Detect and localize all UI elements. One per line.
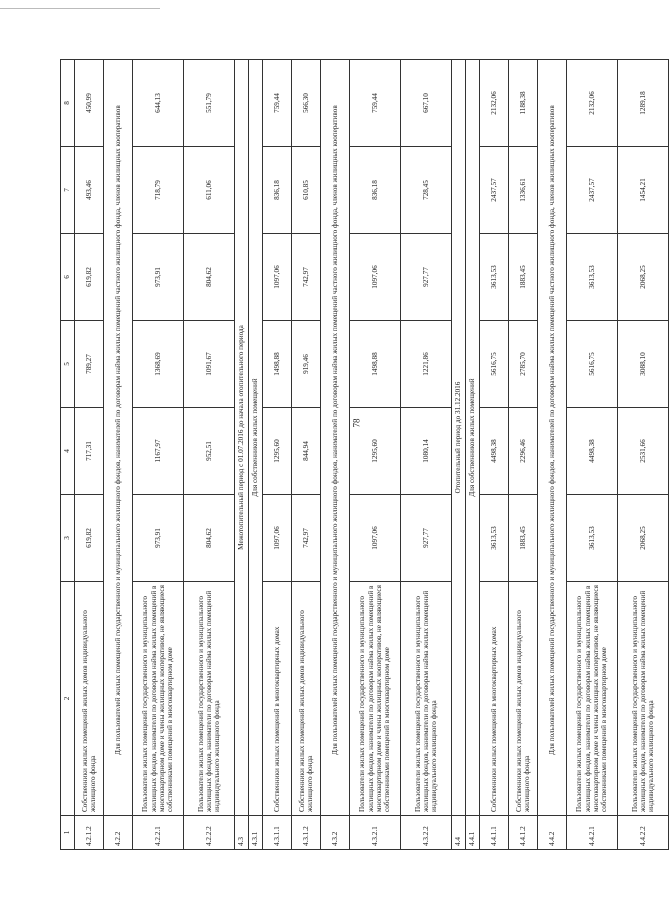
- value-cell: 844,94: [292, 408, 321, 495]
- value-cell: 718,79: [133, 147, 184, 234]
- value-cell: 551,79: [184, 60, 235, 147]
- value-cell: 717,31: [75, 408, 104, 495]
- column-header: 2: [61, 582, 75, 816]
- value-cell: 5616,75: [480, 321, 509, 408]
- value-cell: 1883,45: [509, 495, 538, 582]
- value-cell: 742,97: [292, 234, 321, 321]
- value-cell: 4498,38: [480, 408, 509, 495]
- value-cell: 2437,57: [480, 147, 509, 234]
- value-cell: 1097,06: [263, 495, 292, 582]
- value-cell: 644,13: [133, 60, 184, 147]
- value-cell: 2785,70: [509, 321, 538, 408]
- row-code: 4.4.2.2: [618, 816, 669, 850]
- value-cell: 2068,25: [618, 495, 669, 582]
- row-code: 4.3.2: [321, 816, 350, 850]
- value-cell: 742,97: [292, 495, 321, 582]
- table-row: [75, 60, 104, 850]
- value-cell: 1295,60: [350, 408, 401, 495]
- row-description: Собственники жилых помещений жилых домов индивидуального жилищного фонда: [509, 582, 538, 816]
- value-cell: 1097,06: [350, 234, 401, 321]
- section-heading: Для пользователей жилых помещений государственного и муниципального жилищного фондов, нанимателей по договорам найма жилых помещений частного жилищного фонда, членов жилищных кооперативов: [104, 60, 133, 816]
- section-row: [235, 60, 249, 850]
- value-cell: 3613,53: [567, 495, 618, 582]
- value-cell: 973,91: [133, 234, 184, 321]
- value-cell: 1188,38: [509, 60, 538, 147]
- scan-top-rule: [0, 0, 160, 9]
- value-cell: 728,45: [401, 147, 452, 234]
- value-cell: 2132,06: [567, 60, 618, 147]
- value-cell: 1091,67: [184, 321, 235, 408]
- header-row: [61, 60, 75, 850]
- value-cell: 2132,06: [480, 60, 509, 147]
- value-cell: 3613,53: [567, 234, 618, 321]
- row-code: 4.4.2.1: [567, 816, 618, 850]
- value-cell: 1097,06: [350, 495, 401, 582]
- value-cell: 3613,53: [480, 234, 509, 321]
- value-cell: 610,85: [292, 147, 321, 234]
- row-code: 4.2.2.2: [184, 816, 235, 850]
- row-description: Собственники жилых помещений жилых домов индивидуального жилищного фонда: [292, 582, 321, 816]
- value-cell: 2531,66: [618, 408, 669, 495]
- column-header: 3: [61, 495, 75, 582]
- row-code: 4.4: [452, 816, 466, 850]
- section-row: [466, 60, 480, 850]
- value-cell: 1883,45: [509, 234, 538, 321]
- value-cell: 1167,97: [133, 408, 184, 495]
- row-code: 4.3.2.2: [401, 816, 452, 850]
- page-number: 78: [351, 418, 362, 428]
- row-code: 4.4.2: [538, 816, 567, 850]
- value-cell: 789,27: [75, 321, 104, 408]
- value-cell: 927,77: [401, 495, 452, 582]
- value-cell: 1289,18: [618, 60, 669, 147]
- section-row: [452, 60, 466, 850]
- value-cell: 1368,69: [133, 321, 184, 408]
- row-description: Пользователи жилых помещений государственного и муниципального жилищных фондов, наниматели по договорам найма жилых помещений в многоквартирном доме и члены жилищных кооперативов, не являющиеся собственниками помещений в многоквартирном доме: [133, 582, 184, 816]
- column-header: 8: [61, 60, 75, 147]
- value-cell: 3613,53: [480, 495, 509, 582]
- value-cell: 919,46: [292, 321, 321, 408]
- value-cell: 566,30: [292, 60, 321, 147]
- table-row: [350, 60, 401, 850]
- value-cell: 836,18: [350, 147, 401, 234]
- value-cell: 3088,10: [618, 321, 669, 408]
- value-cell: 2068,25: [618, 234, 669, 321]
- column-header: 5: [61, 321, 75, 408]
- value-cell: 927,77: [401, 234, 452, 321]
- section-heading: Для пользователей жилых помещений государственного и муниципального жилищного фондов, нанимателей по договорам найма жилых помещений частного жилищного фонда, членов жилищных кооперативов: [538, 60, 567, 816]
- value-cell: 2296,46: [509, 408, 538, 495]
- table-row: [509, 60, 538, 850]
- value-cell: 1454,21: [618, 147, 669, 234]
- row-description: Пользователи жилых помещений государственного и муниципального жилищных фондов, наниматели по договорам найма жилых помещений в многоквартирном доме и члены жилищных кооперативов, не являющиеся собственниками помещений в многоквартирном доме: [350, 582, 401, 816]
- period-heading: Отопительный период до 31.12.2016: [452, 60, 466, 816]
- row-code: 4.3.2.1: [350, 816, 401, 850]
- table-row: [184, 60, 235, 850]
- table-row: [133, 60, 184, 850]
- table-row: [292, 60, 321, 850]
- value-cell: 2437,57: [567, 147, 618, 234]
- value-cell: 1498,88: [350, 321, 401, 408]
- row-code: 4.4.1.1: [480, 816, 509, 850]
- value-cell: 1080,14: [401, 408, 452, 495]
- tariff-table: [60, 59, 669, 850]
- table-row: [618, 60, 669, 850]
- value-cell: 952,51: [184, 408, 235, 495]
- section-row: [104, 60, 133, 850]
- value-cell: 836,18: [263, 147, 292, 234]
- row-code: 4.3: [235, 816, 249, 850]
- row-code: 4.2.2.1: [133, 816, 184, 850]
- value-cell: 1221,86: [401, 321, 452, 408]
- table-row: [263, 60, 292, 850]
- column-header: 4: [61, 408, 75, 495]
- column-header: 7: [61, 147, 75, 234]
- table-row: [567, 60, 618, 850]
- row-code: 4.4.1: [466, 816, 480, 850]
- row-code: 4.2.2: [104, 816, 133, 850]
- value-cell: 450,99: [75, 60, 104, 147]
- table-body: [75, 60, 669, 850]
- row-code: 4.3.1: [249, 816, 263, 850]
- section-row: [538, 60, 567, 850]
- value-cell: 667,10: [401, 60, 452, 147]
- row-description: Собственники жилых помещений жилых домов индивидуального жилищного фонда: [75, 582, 104, 816]
- period-heading: Для собственников жилых помещений: [249, 60, 263, 816]
- row-code: 4.3.1.2: [292, 816, 321, 850]
- period-heading: Для собственников жилых помещений: [466, 60, 480, 816]
- row-description: Пользователи жилых помещений государственного и муниципального жилищных фондов, наниматели по договорам найма жилых помещений индивидуального жилищного фонда: [618, 582, 669, 816]
- period-heading: Межотопительный период с 01.07.2016 до начала отопительного периода: [235, 60, 249, 816]
- value-cell: 611,06: [184, 147, 235, 234]
- row-description: Пользователи жилых помещений государственного и муниципального жилищных фондов, наниматели по договорам найма жилых помещений индивидуального жилищного фонда: [184, 582, 235, 816]
- row-code: 4.3.1.1: [263, 816, 292, 850]
- table-row: [480, 60, 509, 850]
- table-row: [401, 60, 452, 850]
- value-cell: 804,62: [184, 495, 235, 582]
- section-row: [321, 60, 350, 850]
- row-code: 4.4.1.2: [509, 816, 538, 850]
- value-cell: 759,44: [350, 60, 401, 147]
- row-description: Собственники жилых помещений в многоквартирных домах: [263, 582, 292, 816]
- row-description: Пользователи жилых помещений государственного и муниципального жилищных фондов, наниматели по договорам найма жилых помещений индивидуального жилищного фонда: [401, 582, 452, 816]
- value-cell: 493,46: [75, 147, 104, 234]
- value-cell: 619,82: [75, 495, 104, 582]
- row-code: 4.2.1.2: [75, 816, 104, 850]
- rotated-document-table: [60, 60, 656, 850]
- row-description: Собственники жилых помещений в многоквартирных домах: [480, 582, 509, 816]
- section-row: [249, 60, 263, 850]
- value-cell: 759,44: [263, 60, 292, 147]
- value-cell: 973,91: [133, 495, 184, 582]
- value-cell: 1498,88: [263, 321, 292, 408]
- value-cell: 1295,60: [263, 408, 292, 495]
- row-description: Пользователи жилых помещений государственного и муниципального жилищных фондов, наниматели по договорам найма жилых помещений в многоквартирном доме и члены жилищных кооперативов, не являющиеся собственниками помещений в многоквартирном доме: [567, 582, 618, 816]
- value-cell: 5616,75: [567, 321, 618, 408]
- column-header: 1: [61, 816, 75, 850]
- value-cell: 1336,61: [509, 147, 538, 234]
- value-cell: 1097,06: [263, 234, 292, 321]
- section-heading: Для пользователей жилых помещений государственного и муниципального жилищного фондов, нанимателей по договорам найма жилых помещений частного жилищного фонда, членов жилищных кооперативов: [321, 60, 350, 816]
- value-cell: 804,62: [184, 234, 235, 321]
- column-header: 6: [61, 234, 75, 321]
- value-cell: 619,82: [75, 234, 104, 321]
- value-cell: 4498,38: [567, 408, 618, 495]
